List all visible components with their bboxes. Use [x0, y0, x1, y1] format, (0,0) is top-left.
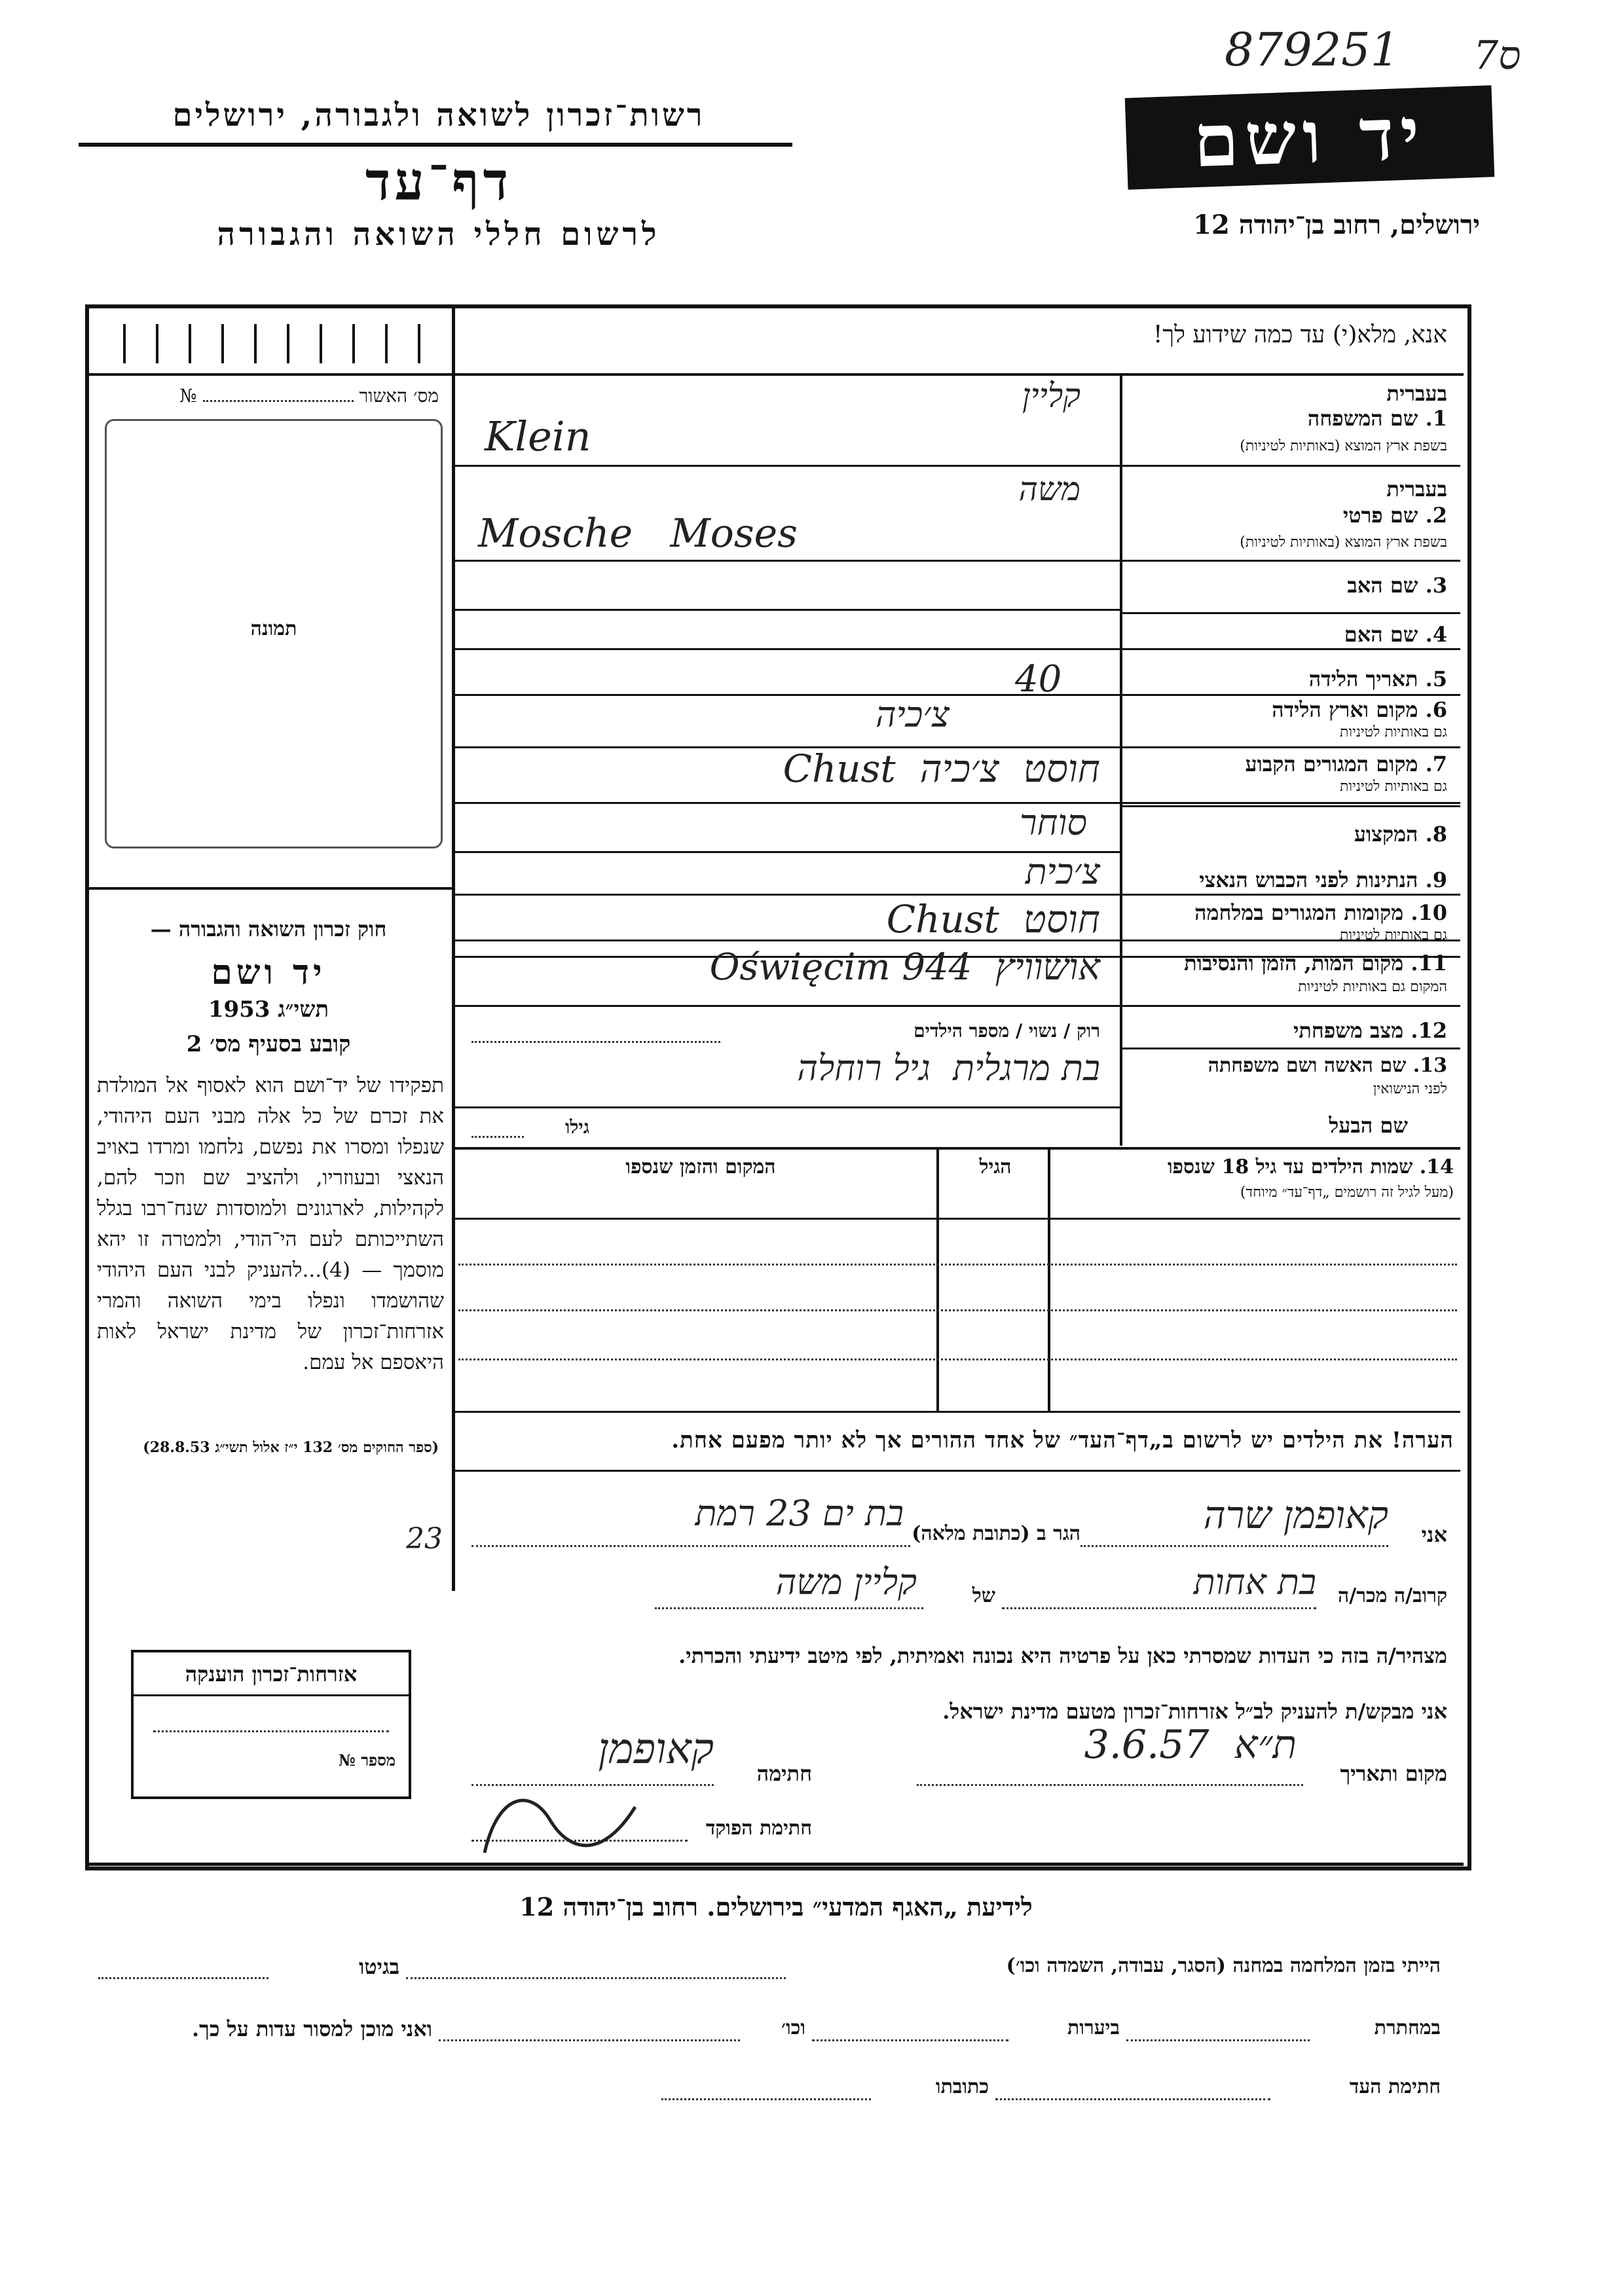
field-5-num: 5.: [1425, 666, 1447, 691]
resides-label: הגר ב (כתובת מלאה): [912, 1522, 1080, 1545]
field-2-sub: בשפת ארץ המוצא (באותיות לטיניות): [1240, 534, 1447, 551]
law-text: תפקידו של יד־ושם הוא לאסוף אל המולדת את זכרם של כל אלה מבני העם היהודי, שנפלו ומסרו את נפשם, נלחמו ומרדו באויב הנאצי ובעוזריו, ולהציב שם וזכר להם, לקהילות, לארגונים ולמוסדות שנח־רבו בגלל השתייכותם לעם הי־הודי, ולמטרה זו יהא מוסמך — (4)...להעניק לבני העם היהודי שהושמדו ונפלו בימי השואה והמרי אזרחות־זכרון של מדינת ישראל לאות היאספם אל עמם.: [97, 1074, 444, 1374]
field-8-label-text: המקצוע: [1354, 822, 1418, 847]
research-line2-a: במחתרת: [1374, 2016, 1441, 2039]
field-12-label-text: מצב משפחתי: [1293, 1018, 1404, 1043]
yad-vashem-logo: [1125, 85, 1495, 189]
field-12-label: [1133, 1018, 1447, 1043]
declaration: מצהיר/ה בזה כי העדות שמסרתי כאן על פרטיה היא נכונה ואמיתית, לפי מיטב ידיעתי והכרתי.: [678, 1643, 1447, 1668]
field-13-label-text: שם האשה ושם משפחתה: [1208, 1054, 1407, 1077]
officer-label: חתימת הפוקד: [705, 1817, 812, 1840]
children-header-age: הגיל: [979, 1156, 1012, 1178]
field-1-sub: בשפת ארץ המוצא (באותיות לטיניות): [1240, 438, 1447, 454]
field-12-num: 12.: [1411, 1018, 1447, 1043]
field-7-label: [1133, 752, 1447, 776]
place-date-value: ת״א 3.6.57: [1084, 1722, 1297, 1768]
photo-label: תמונה: [250, 617, 297, 640]
research-title: לידיעת „האגף המדעי״ בירושלים. רחוב בן־יהודה 12: [519, 1892, 1033, 1922]
field-7-value: חוסט צ׳כיה Chust: [783, 746, 1100, 791]
law-ref: (ספר החוקים מס׳ 132 י״ז אלול תשי״ג 28.8.53): [143, 1439, 439, 1456]
page-mark: 7ס: [1473, 33, 1521, 79]
field-6-sub: גם באותיות לטיניות: [1340, 724, 1447, 740]
request: אני מבקש/ת להעניק לב״ל אזרחות־זכרון מטעם מדינת ישראל.: [942, 1699, 1447, 1724]
field-3-label-text: שם האב: [1347, 573, 1418, 598]
field-2-hebrew-value: משה: [1018, 470, 1080, 508]
field-3-label: [1133, 573, 1447, 598]
officer-signature-scribble: [471, 1781, 655, 1866]
field-8-value: סוחר: [1019, 802, 1087, 843]
field-7-sub: גם באותיות לטיניות: [1340, 778, 1447, 795]
place-date-label: מקום ותאריך: [1340, 1761, 1447, 1786]
field-11-num: 11.: [1411, 951, 1447, 975]
field-1-latin-value: Klein: [485, 412, 591, 460]
field-10-value: חוסט Chust: [886, 897, 1100, 941]
address: ירושלים, רחוב בן־יהודה 12: [1193, 210, 1480, 240]
certificate-box: [131, 1650, 411, 1799]
children-header-place: המקום והזמן שנספו: [625, 1156, 776, 1178]
authority-line: רשות־זכרון לשואה ולגבורה, ירושלים: [172, 97, 705, 134]
field-4-num: 4.: [1425, 622, 1447, 647]
relation-value: בת אחות: [1193, 1561, 1316, 1603]
field-6-label: [1133, 697, 1447, 722]
field-9-num: 9.: [1425, 867, 1447, 892]
law-year: תשי״ג 1953: [208, 996, 329, 1023]
husband-label: שם הבעל: [1329, 1113, 1408, 1138]
law-heading: חוק זכרון השואה והגבורה —: [150, 917, 387, 941]
signature-value: קאופמן: [598, 1725, 714, 1774]
approval-number: [105, 385, 439, 407]
field-11-value: אושוויץ Oświęcim 944: [709, 946, 1100, 989]
field-3-num: 3.: [1425, 573, 1447, 598]
field-13-label: [1133, 1054, 1447, 1077]
husband-age-label: גילו: [565, 1116, 589, 1138]
field-2-hebrew-tag: בעברית: [1386, 477, 1447, 501]
field-13-sub: לפני הנישואין: [1373, 1081, 1447, 1097]
law-clause: קובע בסעיף מס׳ 2: [186, 1031, 351, 1057]
margin-number: 23: [406, 1522, 443, 1556]
field-9-label-text: הנתינות לפני הכבוש הנאצי: [1199, 867, 1418, 892]
signature-label: חתימה: [756, 1761, 812, 1786]
field-8-label: [1133, 822, 1447, 847]
research-line3-b: כתובתו: [935, 2075, 989, 2098]
me-value: קאופמן שרה: [1203, 1493, 1388, 1537]
field-2-label: [1133, 503, 1447, 528]
field-10-label: [1133, 900, 1447, 925]
instructions: אנא, מלא(י) עד כמה שידוע לך!: [1153, 321, 1447, 348]
logo-text: יד ושם: [1192, 90, 1428, 184]
children-header-names: 14. שמות הילדים עד גיל 18 שנספו: [1167, 1156, 1454, 1178]
research-line2-d: ואני מוכן למסור עדות על כך.: [191, 2016, 432, 2041]
field-11-label: [1133, 951, 1447, 975]
barcode-strip: [105, 321, 445, 367]
field-9-value: צ׳כית: [1025, 851, 1100, 892]
field-1-hebrew-value: קליין: [1022, 376, 1080, 414]
research-line1-b: בגיטו: [359, 1954, 399, 1979]
approval-label: מס׳ האשור: [359, 385, 439, 407]
research-line2-b: ביערות: [1067, 2016, 1120, 2039]
field-4-label-text: שם האם: [1344, 622, 1418, 647]
of-value: קליין משה: [775, 1561, 917, 1603]
form-title: דף־עד: [365, 151, 513, 212]
field-6-value: צ׳כיה: [876, 694, 950, 735]
field-1-num: 1.: [1425, 406, 1447, 431]
field-1-label-text: שם המשפחה: [1307, 406, 1418, 431]
of-label: של: [972, 1584, 995, 1607]
field-11-label-text: מקום המות, הזמן והנסיבות: [1184, 951, 1404, 975]
field-1-label: [1133, 406, 1447, 431]
field-2-label-text: שם פרטי: [1342, 503, 1418, 528]
field-2-latin-value: Mosche Moses: [478, 511, 798, 556]
field-5-value: 40: [1015, 658, 1062, 701]
field-9-label: [1133, 867, 1447, 892]
research-section: [92, 1872, 1460, 2147]
field-1-hebrew-tag: בעברית: [1386, 381, 1447, 406]
field-12-value: רוק / נשוי / מספר הילדים: [913, 1020, 1100, 1042]
field-10-num: 10.: [1411, 900, 1447, 925]
field-2-num: 2.: [1425, 503, 1447, 528]
research-line1-a: הייתי בזמן המלחמה במחנה (הסגר, עבודה, השמדה וכו׳): [1006, 1954, 1441, 1977]
relation-label: קרוב/ה מכר/ה: [1338, 1584, 1447, 1607]
research-line2-c: וכו׳: [781, 2016, 805, 2039]
field-8-num: 8.: [1425, 822, 1447, 847]
form-subtitle: לרשום חללי השואה והגבורה: [217, 216, 661, 253]
children-header-sub: (מעל לגיל זה רושמים „דף־עד״ מיוחד): [1240, 1184, 1454, 1201]
field-6-num: 6.: [1425, 697, 1447, 722]
field-10-sub: גם באותיות לטיניות: [1340, 927, 1447, 943]
field-10-label-text: מקומות המגורים במלחמה: [1194, 900, 1404, 925]
field-5-label: [1133, 666, 1447, 691]
field-13-num: 13.: [1412, 1054, 1447, 1077]
approval-no-label: №: [179, 385, 197, 407]
law-name: יד ושם: [211, 953, 326, 993]
field-7-num: 7.: [1425, 752, 1447, 776]
field-13-value: בת מרגלית גיל רוחלה: [797, 1048, 1100, 1089]
resides-value: בת ים 23 רמת: [695, 1493, 904, 1534]
field-7-label-text: מקום המגורים הקבוע: [1245, 752, 1418, 776]
certificate-title: אזרחות־זכרון הוענקה: [185, 1662, 358, 1686]
field-4-label: [1133, 622, 1447, 647]
photo-frame: [105, 419, 443, 848]
note: הערה! את הילדים יש לרשום ב„דף־העד״ של אחד ההורים אך לא יותר מפעם אחת.: [671, 1427, 1454, 1453]
certificate-number: מספר №: [338, 1751, 396, 1770]
field-6-label-text: מקום וארץ הלידה: [1272, 697, 1418, 722]
archive-number: 879251: [1225, 23, 1400, 77]
me-label: אני: [1421, 1522, 1447, 1547]
field-5-label-text: תאריך הלידה: [1308, 666, 1418, 691]
field-11-sub: המקום גם באותיות לטיניות: [1298, 979, 1447, 995]
research-line3-a: חתימת העד: [1349, 2075, 1441, 2098]
